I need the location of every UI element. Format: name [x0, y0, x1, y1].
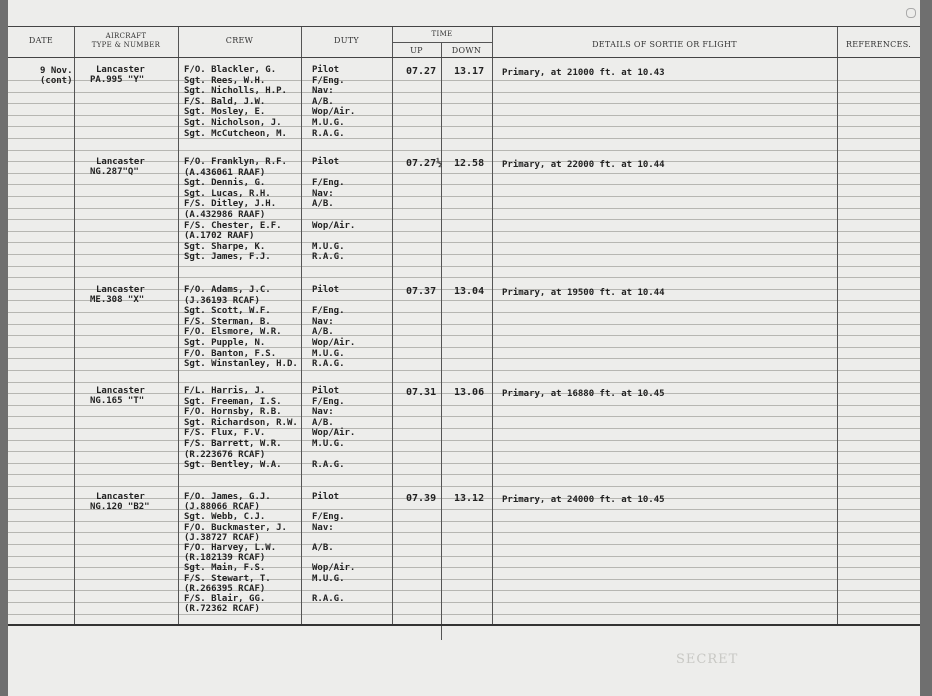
time-down: 13.06	[454, 387, 485, 398]
crew-duty: Pilot	[312, 492, 340, 502]
crew-member: Sgt. Bentley, W.A.	[184, 460, 282, 471]
col-divider-down	[492, 26, 493, 624]
crew-member: F/L. Harris, J.	[184, 386, 266, 396]
crew-duty: Nav:	[312, 188, 334, 199]
crew-duty: Nav:	[312, 407, 334, 418]
time-up: 07.39	[406, 493, 437, 504]
crew-member: Sgt. Winstanley, H.D.	[184, 359, 298, 370]
crew-duty: Pilot	[312, 157, 340, 167]
crew-member: F/O. Elsmore, W.R.	[184, 327, 282, 338]
crew-duty: Nav:	[312, 316, 334, 327]
crew-member: Sgt. Main, F.S.	[184, 563, 266, 574]
header-references: REFERENCES.	[845, 40, 912, 49]
time-up: 07.37	[406, 286, 437, 297]
ruled-line	[8, 103, 920, 104]
ruled-line	[8, 324, 920, 325]
crew-member: Sgt. Nicholls, H.P.	[184, 86, 287, 97]
crew-member: Sgt. Lucas, R.H.	[184, 188, 271, 199]
header-up: UP	[410, 46, 423, 55]
crew-member: (R.223676 RCAF)	[184, 449, 266, 460]
time-up: 07.31	[406, 387, 437, 398]
ruled-line	[8, 614, 920, 615]
crew-duty: R.A.G.	[312, 460, 345, 471]
ruled-line	[8, 150, 920, 151]
crew-duty: Wop/Air.	[312, 563, 356, 574]
col-divider-up	[441, 42, 442, 640]
crew-duty: M.U.G.	[312, 118, 345, 128]
crew-member: Sgt. Nicholson, J.	[184, 118, 282, 128]
crew-member: (A.436061 RAAF)	[184, 167, 266, 178]
sortie-details: Primary, at 22000 ft. at 10.44	[502, 160, 665, 170]
crew-member: (R.72362 RCAF)	[184, 604, 260, 615]
sortie-details: Primary, at 16880 ft. at 10.45	[502, 389, 665, 399]
ruled-line	[8, 80, 920, 81]
ruled-line	[8, 300, 920, 301]
crew-member: F/O. Adams, J.C.	[184, 285, 271, 295]
ruled-line	[8, 556, 920, 557]
crew-member: F/S. Bald, J.W.	[184, 96, 266, 107]
time-up: 07.27	[406, 66, 437, 77]
ruled-line	[8, 254, 920, 255]
time-up: 07.27½	[406, 158, 443, 169]
ruled-line	[8, 312, 920, 313]
ruled-line	[8, 532, 920, 533]
aircraft-type: Lancaster	[96, 386, 145, 396]
aircraft-type: Lancaster	[96, 157, 145, 167]
aircraft-type: Lancaster	[96, 492, 145, 502]
crew-duty: F/Eng.	[312, 396, 345, 407]
crew-duty: R.A.G.	[312, 128, 345, 139]
col-divider-details	[837, 26, 838, 624]
ruled-line	[8, 405, 920, 406]
ruled-line	[8, 231, 920, 232]
crew-member: Sgt. James, F.J.	[184, 252, 271, 263]
col-divider-crew	[301, 26, 302, 624]
crew-member: F/O. Buckmaster, J.	[184, 522, 287, 533]
crew-member: (R.182139 RCAF)	[184, 553, 266, 564]
crew-member: (A.432986 RAAF)	[184, 210, 266, 220]
header-duty: DUTY	[334, 36, 359, 45]
crew-member: (A.1702 RAAF)	[184, 231, 255, 242]
header-time: TIME	[431, 30, 453, 38]
aircraft-number: ME.308 "X"	[90, 295, 145, 305]
crew-member: F/S. Sterman, B.	[184, 316, 271, 327]
header-down: DOWN	[451, 46, 482, 55]
crew-member: F/S. Blair, GG.	[184, 594, 266, 604]
time-down: 13.12	[454, 493, 485, 504]
crew-member: (J.36193 RCAF)	[184, 295, 260, 306]
sortie-details: Primary, at 21000 ft. at 10.43	[502, 68, 665, 78]
crew-duty: Wop/Air.	[312, 338, 356, 348]
header-details: DETAILS OF SORTIE OR FLIGHT	[592, 40, 737, 49]
ruled-line	[8, 196, 920, 197]
crew-duty: Pilot	[312, 65, 340, 75]
crew-member: F/O. James, G.J.	[184, 492, 271, 502]
crew-duty: F/Eng.	[312, 75, 345, 86]
date-line1: 9 Nov.	[40, 66, 73, 76]
ruled-line	[8, 115, 920, 116]
header-top-border	[8, 26, 920, 27]
crew-duty: A/B.	[312, 199, 334, 210]
ruled-line	[8, 266, 920, 267]
form-sheet	[8, 0, 920, 696]
crew-duty: F/Eng.	[312, 178, 345, 189]
ruled-line	[8, 347, 920, 348]
ruled-line	[8, 184, 920, 185]
crew-member: Sgt. Mosley, E.	[184, 107, 266, 118]
crew-duty: M.U.G.	[312, 241, 345, 252]
crew-duty: Nav:	[312, 522, 334, 533]
ruled-line	[8, 219, 920, 220]
ruled-line	[8, 428, 920, 429]
crew-member: Sgt. McCutcheon, M.	[184, 128, 287, 139]
crew-duty: A/B.	[312, 543, 334, 553]
ruled-line	[8, 416, 920, 417]
crew-duty: Wop/Air.	[312, 107, 356, 118]
ruled-line	[8, 126, 920, 127]
crew-duty: Pilot	[312, 285, 340, 295]
ruled-line	[8, 277, 920, 278]
ruled-line	[8, 335, 920, 336]
header-bottom-border	[8, 57, 920, 58]
aircraft-number: NG.287"Q"	[90, 167, 139, 177]
crew-duty: A/B.	[312, 96, 334, 107]
time-down: 13.17	[454, 66, 485, 77]
crew-duty: M.U.G.	[312, 439, 345, 449]
ruled-line	[8, 590, 920, 591]
ruled-line	[8, 474, 920, 475]
table-bottom-border	[8, 624, 920, 626]
crew-member: F/S. Barrett, W.R.	[184, 439, 282, 449]
date-line2: (cont)	[40, 76, 73, 86]
aircraft-type: Lancaster	[96, 65, 145, 75]
crew-duty: M.U.G.	[312, 573, 345, 584]
time-subheader-border	[392, 42, 492, 43]
header-date: DATE	[28, 36, 54, 45]
col-divider-date	[74, 26, 75, 624]
aircraft-type: Lancaster	[96, 285, 145, 295]
ruled-line	[8, 370, 920, 371]
crew-member: Sgt. Dennis, G.	[184, 178, 266, 189]
header-aircraft-line2: TYPE & NUMBER	[91, 41, 161, 49]
ruled-line	[8, 486, 920, 487]
crew-member: F/S. Stewart, T.	[184, 573, 271, 584]
time-down: 12.58	[454, 158, 485, 169]
crew-member: Sgt. Rees, W.H.	[184, 75, 266, 86]
crew-member: F/O. Banton, F.S.	[184, 348, 277, 359]
crew-duty: Nav:	[312, 86, 334, 97]
header-aircraft-line1: AIRCRAFT	[105, 32, 147, 40]
crew-member: Sgt. Richardson, R.W.	[184, 417, 298, 428]
ruled-line	[8, 521, 920, 522]
crew-member: (R.266395 RCAF)	[184, 583, 266, 594]
crew-duty: A/B.	[312, 417, 334, 428]
ruled-line	[8, 602, 920, 603]
ruled-line	[8, 463, 920, 464]
crew-duty: F/Eng.	[312, 306, 345, 317]
crew-member: Sgt. Scott, W.F.	[184, 306, 271, 317]
crew-member: F/S. Ditley, J.H.	[184, 199, 277, 210]
ruled-line	[8, 173, 920, 174]
aircraft-number: PA.995 "Y"	[90, 75, 145, 85]
crew-member: F/O. Blackler, G.	[184, 65, 277, 75]
crew-member: Sgt. Sharpe, K.	[184, 241, 266, 252]
col-divider-duty	[392, 26, 393, 624]
crew-member: F/S. Chester, E.F.	[184, 220, 282, 231]
ruled-line	[8, 138, 920, 139]
crew-member: F/O. Franklyn, R.F.	[184, 157, 287, 167]
crew-member: (J.88066 RCAF)	[184, 502, 260, 513]
ruled-line	[8, 544, 920, 545]
aircraft-number: NG.165 "T"	[90, 396, 145, 406]
crew-duty: Wop/Air.	[312, 428, 356, 439]
header-crew: CREW	[225, 36, 254, 45]
crew-duty: R.A.G.	[312, 594, 345, 604]
ruled-line	[8, 92, 920, 93]
ruled-line	[8, 579, 920, 580]
sortie-details: Primary, at 24000 ft. at 10.45	[502, 495, 665, 505]
crew-member: (J.38727 RCAF)	[184, 532, 260, 543]
ruled-line	[8, 242, 920, 243]
crew-member: F/S. Flux, F.V.	[184, 428, 266, 439]
crew-duty: A/B.	[312, 327, 334, 338]
crew-member: Sgt. Freeman, I.S.	[184, 396, 282, 407]
footer-secret-stamp: SECRET	[676, 652, 739, 667]
crew-member: Sgt. Pupple, N.	[184, 338, 266, 348]
sortie-details: Primary, at 19500 ft. at 10.44	[502, 288, 665, 298]
ruled-line	[8, 382, 920, 383]
crew-duty: M.U.G.	[312, 348, 345, 359]
ruled-line	[8, 358, 920, 359]
col-divider-aircraft	[178, 26, 179, 624]
aircraft-number: NG.120 "B2"	[90, 502, 150, 512]
punch-mark	[906, 8, 916, 18]
ruled-line	[8, 451, 920, 452]
crew-duty: R.A.G.	[312, 252, 345, 263]
crew-member: Sgt. Webb, C.J.	[184, 512, 266, 523]
crew-duty: Wop/Air.	[312, 220, 356, 231]
ruled-line	[8, 440, 920, 441]
time-down: 13.04	[454, 286, 485, 297]
crew-duty: Pilot	[312, 386, 340, 396]
ruled-line	[8, 567, 920, 568]
crew-duty: R.A.G.	[312, 359, 345, 370]
crew-member: F/O. Harvey, L.W.	[184, 543, 277, 553]
crew-member: F/O. Hornsby, R.B.	[184, 407, 282, 418]
crew-duty: F/Eng.	[312, 512, 345, 523]
ruled-line	[8, 208, 920, 209]
